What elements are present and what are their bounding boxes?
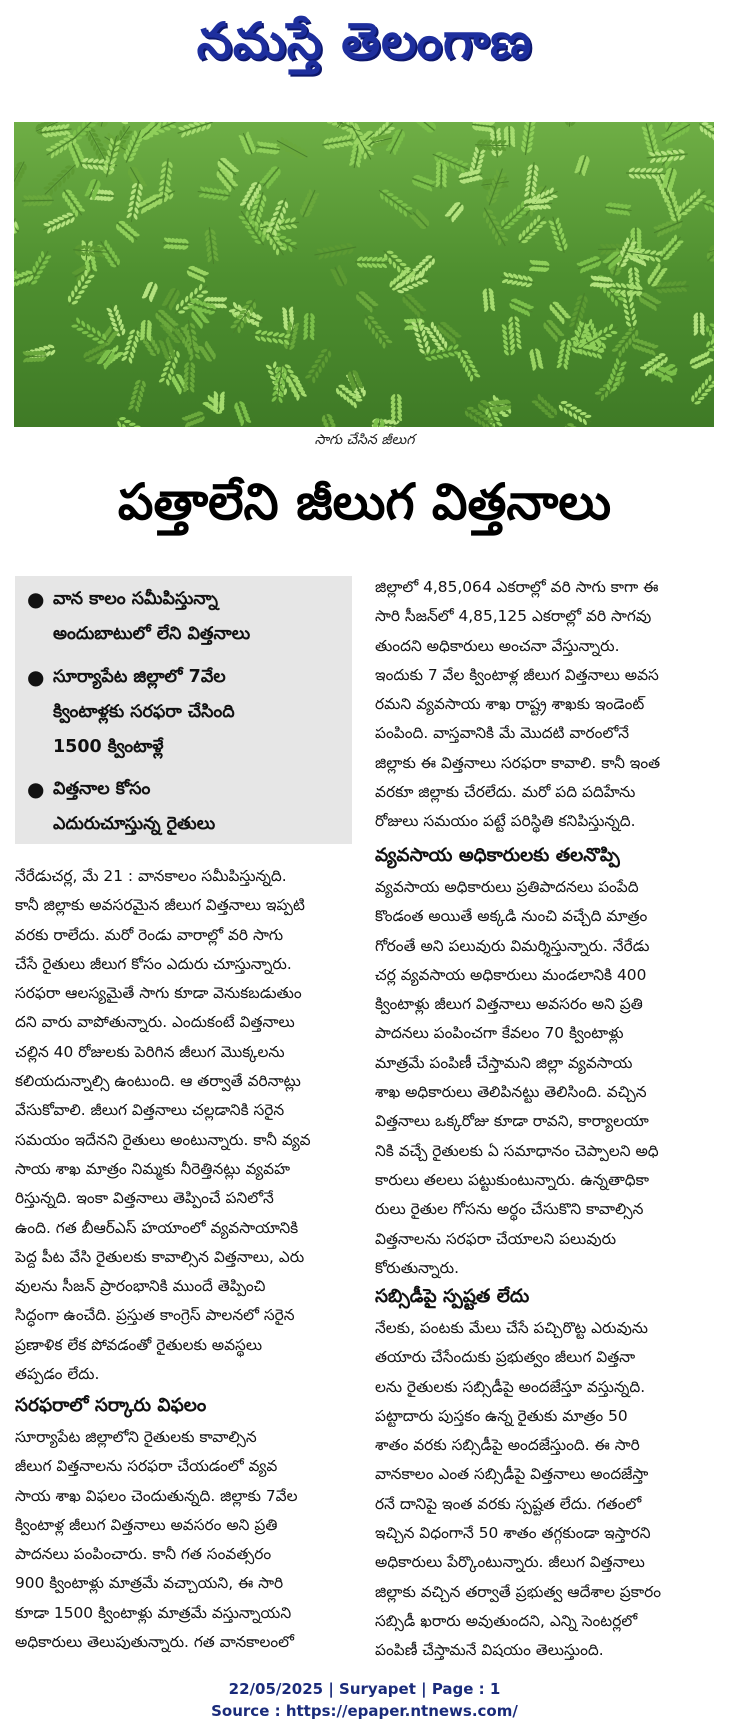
- text-line: సూర్యాపేట జిల్లాలోని రైతులకు కావాల్సిన: [15, 1428, 257, 1446]
- text-line: రిస్తున్నది. ఇంకా విత్తనాలు తెప్పించే పనిలోనే: [15, 1189, 274, 1208]
- text-line: ఇచ్చిన విధంగానే 50 శాతం తగ్గకుండా ఇస్తారని: [375, 1524, 651, 1543]
- text-line: సిద్ధంగా ఉంచేది. ప్రస్తుత కాంగ్రెస్ పాలనలో సరైన: [15, 1306, 295, 1325]
- text-line: వేసుకోవాలి. జీలుగ విత్తనాలు చల్లడానికి సరైన: [15, 1101, 285, 1120]
- text-line: తుందని అధికారులు అంచనా వేస్తున్నారు.: [375, 636, 620, 655]
- text-line: జిల్లాకు వచ్చిన తర్వాతే ప్రభుత్వ ఆదేశాల ప్రకారం: [375, 1582, 662, 1601]
- text-line: మాత్రమే పంపిణీ చేస్తామని జిల్లా వ్యవసాయ: [375, 1053, 633, 1072]
- text-line: క్వింటాళ్ల జీలుగ విత్తనాలు అవసరం అని ప్రతి: [15, 1515, 278, 1534]
- left-column-para2: [15, 1423, 352, 1657]
- text-line: వులను సీజన్ ప్రారంభానికి ముందే తెప్పించి: [15, 1277, 266, 1296]
- highlight-line: వాన కాలం సమీపిస్తున్నా: [53, 589, 218, 609]
- text-line: ఉంది. గత బీఆర్ఎస్ హయాంలో వ్యవసాయానికి: [15, 1218, 299, 1237]
- text-line: గోరంతే అని పలువురు విమర్శిస్తున్నారు. నేరేడు: [375, 936, 650, 955]
- text-line: పట్టాదారు పుస్తకం ఉన్న రైతుకు మాత్రం 50: [375, 1406, 628, 1425]
- article-photo: [14, 122, 714, 427]
- masthead: [0, 6, 729, 76]
- footer-source-link[interactable]: Source : https://epaper.ntnews.com/: [211, 1702, 518, 1720]
- bullet-icon: ●: [27, 587, 45, 611]
- text-line: పాదనలు పంపించారు. కానీ గత సంవత్సరం: [15, 1545, 272, 1564]
- text-line: చర్ల వ్యవసాయ అధికారులు మండలానికి 400: [375, 965, 647, 984]
- fern-field-image: [14, 122, 714, 427]
- text-line: శాతం వరకు సబ్సిడీపై అందజేస్తుంది. ఈ సారి: [375, 1436, 640, 1455]
- text-line: వ్యవసాయ అధికారులు ప్రతిపాదనలు పంపేది: [375, 878, 639, 896]
- text-line: రనే దానిపై ఇంత వరకు స్పష్టత లేదు. గతంలో: [375, 1494, 642, 1513]
- left-column-para1: [15, 862, 352, 1389]
- text-line: క్వింటాళ్లు జీలుగ విత్తనాలు అవసరం అని ప్రతి: [375, 995, 643, 1014]
- highlight-line: సూర్యాపేట జిల్లాలో 7వేల: [53, 667, 226, 687]
- text-line: సరఫరా ఆలస్యమైతే సాగు కూడా వెనుకబడుతుం: [15, 984, 302, 1003]
- text-line: లను రైతులకు సబ్సిడీపై అందజేస్తూ వస్తున్నది.: [375, 1377, 646, 1396]
- text-line: పాదనలు పంపించగా కేవలం 70 క్వింటాళ్లు: [375, 1024, 624, 1043]
- left-subhead: సరఫరాలో సర్కారు విఫలం: [15, 1395, 207, 1416]
- text-line: సమయం ఇదేనని రైతులు అంటున్నారు. కానీ వ్యవ: [15, 1130, 311, 1149]
- text-line: రులు రైతుల గోసను అర్థం చేసుకొని కావాల్సిన: [375, 1200, 644, 1219]
- text-line: కూడా 1500 క్వింటాళ్లు మాత్రమే వస్తున్నాయని: [15, 1603, 292, 1622]
- text-line: సారి సీజన్‌లో 4,85,125 ఎకరాల్లో వరి సాగవు: [375, 607, 652, 626]
- text-line: కొండంత అయితే అక్కడి నుంచి వచ్చేది మాత్రం: [375, 907, 648, 926]
- text-line: చల్లిన 40 రోజులకు పెరిగిన జీలుగ మొక్కలను: [15, 1042, 285, 1061]
- text-line: ఇందుకు 7 వేల క్వింటాళ్ల జీలుగ విత్తనాలు అవస: [375, 665, 659, 684]
- photo-caption: సాగు చేసిన జీలుగ: [314, 432, 415, 448]
- masthead-title: నమస్తే తెలంగాణ: [196, 12, 533, 70]
- text-line: విత్తనాలను సరఫరా చేయాలని పలువురు: [375, 1229, 617, 1248]
- text-line: సాయ శాఖ మాత్రం నిమ్మకు నీరెత్తినట్లు వ్యవహ: [15, 1159, 291, 1178]
- bullet-icon: ●: [27, 777, 45, 801]
- text-line: విత్తనాలు ఒక్కరోజు కూడా రావని, కార్యాలయా: [375, 1112, 649, 1131]
- bullet-icon: ●: [27, 665, 45, 689]
- text-line: అధికారులు తెలుపుతున్నారు. గత వానకాలంలో: [15, 1633, 295, 1652]
- text-line: సబ్సిడీ ఖరారు అవుతుందని, ఎన్ని సెంటర్లలో: [375, 1611, 638, 1630]
- highlight-line: విత్తనాల కోసం: [53, 779, 151, 799]
- text-line: జిల్లాలో 4,85,064 ఎకరాల్లో వరి సాగు కాగా ఈ: [375, 578, 659, 596]
- text-line: పంపిణీ చేస్తామనే విషయం తెలుస్తుంది.: [375, 1641, 604, 1660]
- highlight-line: అందుబాటులో లేని విత్తనాలు: [53, 624, 251, 644]
- right-column-para1: [375, 573, 715, 837]
- text-line: పెద్ద పీట వేసి రైతులకు కావాల్సిన విత్తనాలు, ఎరు: [15, 1247, 305, 1266]
- highlights-box: [15, 576, 352, 844]
- text-line: జీలుగ విత్తనాలను సరఫరా చేయడంలో వ్యవ: [15, 1457, 278, 1476]
- highlight-line: క్వింటాళ్లకు సరఫరా చేసింది: [53, 702, 235, 722]
- right-subhead-1: వ్యవసాయ అధికారులకు తలనొప్పి: [375, 845, 620, 866]
- text-line: జిల్లాకు ఈ విత్తనాలు సరఫరా కావాలి. కానీ ఇంత: [375, 753, 661, 772]
- text-line: నేలకు, పంటకు మేలు చేసే పచ్చిరొట్ట ఎరువును: [375, 1319, 648, 1337]
- right-column-para3: [375, 1314, 715, 1666]
- text-line: సాయ శాఖ విఫలం చెందుతున్నది. జిల్లాకు 7వేల: [15, 1486, 298, 1505]
- text-line: చేసే రైతులు జీలుగ కోసం ఎదురు చూస్తున్నారు.: [15, 954, 292, 973]
- text-line: ప్రణాళిక లేక పోవడంతో రైతులకు అవస్థలు: [15, 1335, 263, 1354]
- text-line: నికి వచ్చే రైతులకు ఏ సమాధానం చెప్పాలని అధి: [375, 1141, 659, 1160]
- text-line: శాఖ అధికారులు తెలిపినట్టు తెలిసింది. వచ్చిన: [375, 1083, 647, 1102]
- highlight-line: 1500 క్వింటాళ్లే: [53, 737, 164, 757]
- text-line: దని వారు వాపోతున్నారు. ఎందుకంటే విత్తనాలు: [15, 1013, 295, 1032]
- article-headline: పత్తాలేని జీలుగ విత్తనాలు: [117, 473, 612, 531]
- text-line: వరకూ జిల్లాకు చేరలేదు. మరో పది పదిహేను: [375, 783, 636, 802]
- text-line: రమని వ్యవసాయ శాఖ రాష్ట్ర శాఖకు ఇండెంట్: [375, 695, 645, 714]
- right-column-para2: [375, 873, 715, 1283]
- text-line: కానీ జిల్లాకు అవసరమైన జీలుగ విత్తనాలు ఇప్పటి: [15, 896, 305, 915]
- text-line: కోరుతున్నారు.: [375, 1258, 459, 1277]
- right-subhead-2: సబ్సిడీపై స్పష్టత లేదు: [375, 1286, 530, 1307]
- text-line: అధికారులు పేర్కొంటున్నారు. జీలుగ విత్తనాలు: [375, 1553, 645, 1572]
- text-line: తప్పడం లేదు.: [15, 1365, 100, 1384]
- text-line: నేరేడుచర్ల, మే 21 : వానకాలం సమీపిస్తున్నది.: [15, 867, 287, 885]
- text-line: వరకు రాలేదు. మరో రెండు వారాల్లో వరి సాగు: [15, 925, 284, 944]
- text-line: కలియదున్నాల్సి ఉంటుంది. ఆ తర్వాతే వరినాట్లు: [15, 1072, 301, 1091]
- text-line: కారులు తలలు పట్టుకుంటున్నారు. ఉన్నతాధికా: [375, 1170, 650, 1189]
- text-line: వానకాలం ఎంత సబ్సిడీపై విత్తనాలు అందజేస్తా: [375, 1465, 649, 1484]
- text-line: పంపింది. వాస్తవానికి మే మొదటి వారంలోనే: [375, 724, 630, 743]
- text-line: రోజులు సమయం పట్టే పరిస్థితి కనిపిస్తున్నది.: [375, 812, 636, 831]
- text-line: తయారు చేసేందుకు ప్రభుత్వం జీలుగ విత్తనా: [375, 1348, 636, 1367]
- text-line: 900 క్వింటాళ్లు మాత్రమే వచ్చాయని, ఈ సారి: [15, 1574, 284, 1593]
- highlight-line: ఎదురుచూస్తున్న రైతులు: [53, 814, 216, 834]
- footer-date-line: 22/05/2025 | Suryapet | Page : 1: [228, 1680, 501, 1698]
